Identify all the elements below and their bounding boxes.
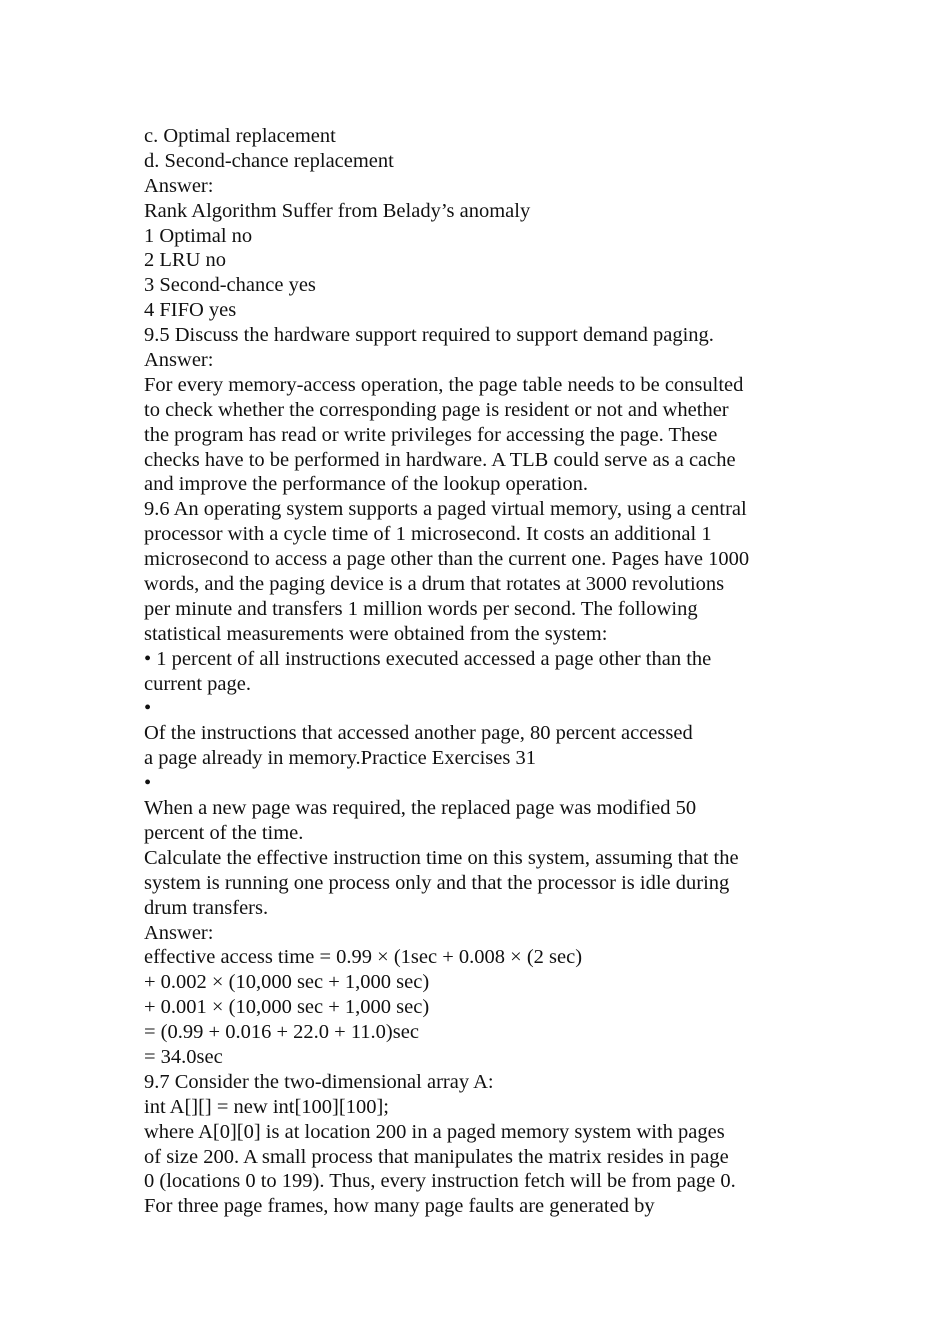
text-line: microsecond to access a page other than the current one. Pages have 1000 (144, 548, 750, 571)
text-line: the program has read or write privileges for accessing the page. These (144, 423, 718, 446)
equation-line: + 0.002 × (10,000 sec + 1,000 sec) (144, 971, 430, 994)
text-line: 9.6 An operating system supports a paged virtual memory, using a central (144, 498, 747, 521)
text-line: statistical measurements were obtained from the system: (144, 622, 608, 645)
text-line: drum transfers. (144, 896, 269, 919)
text-line: to check whether the corresponding page is resident or not and whether (144, 398, 729, 421)
code-line: int A[][] = new int[100][100]; (144, 1095, 389, 1118)
text-line: 1 Optimal no (144, 224, 253, 247)
equation-line: = 34.0sec (144, 1045, 223, 1068)
text-line: 4 FIFO yes (144, 299, 237, 322)
text-line: system is running one process only and that the processor is idle during (144, 871, 730, 894)
text-line: where A[0][0] is at location 200 in a paged memory system with pages (144, 1120, 725, 1143)
text-line: Calculate the effective instruction time on this system, assuming that the (144, 846, 739, 869)
bullet-line: • (144, 697, 152, 720)
text-line: per minute and transfers 1 million words per second. The following (144, 597, 698, 620)
text-line: 0 (locations 0 to 199). Thus, every instruction fetch will be from page 0. (144, 1170, 736, 1193)
text-line: Answer: (144, 349, 214, 372)
text-line: c. Optimal replacement (144, 125, 336, 147)
document-text (144, 124, 844, 1219)
text-line: Answer: (144, 921, 214, 944)
text-line: 9.7 Consider the two-dimensional array A: (144, 1070, 494, 1093)
bullet-line: • (144, 772, 152, 795)
text-line: When a new page was required, the replaced page was modified 50 (144, 797, 697, 820)
text-line: • 1 percent of all instructions executed accessed a page other than the (144, 647, 712, 670)
text-line: 9.5 Discuss the hardware support required to support demand paging. (144, 324, 714, 347)
equation-line: + 0.001 × (10,000 sec + 1,000 sec) (144, 996, 430, 1019)
text-line: 2 LRU no (144, 249, 226, 272)
text-line: Answer: (144, 174, 214, 197)
text-line: of size 200. A small process that manipulates the matrix resides in page (144, 1145, 729, 1168)
text-line: current page. (144, 672, 251, 695)
text-line: For every memory-access operation, the page table needs to be consulted (144, 373, 744, 396)
text-line: 3 Second-chance yes (144, 274, 316, 297)
text-line: and improve the performance of the lookup operation. (144, 473, 589, 496)
text-line: processor with a cycle time of 1 microsecond. It costs an additional 1 (144, 523, 712, 546)
text-line: a page already in memory.Practice Exercises 31 (144, 747, 536, 770)
text-line: Rank Algorithm Suffer from Belady’s anomaly (144, 199, 531, 222)
equation-line: effective access time = 0.99 × (1sec + 0.008 × (2 sec) (144, 946, 583, 969)
text-line: percent of the time. (144, 821, 304, 844)
text-line: words, and the paging device is a drum that rotates at 3000 revolutions (144, 573, 725, 596)
text-line: checks have to be performed in hardware. A TLB could serve as a cache (144, 448, 736, 471)
equation-line: = (0.99 + 0.016 + 22.0 + 11.0)sec (144, 1021, 419, 1044)
text-line: Of the instructions that accessed another page, 80 percent accessed (144, 722, 693, 745)
text-line: d. Second-chance replacement (144, 149, 394, 172)
text-line: For three page frames, how many page faults are generated by (144, 1195, 655, 1218)
